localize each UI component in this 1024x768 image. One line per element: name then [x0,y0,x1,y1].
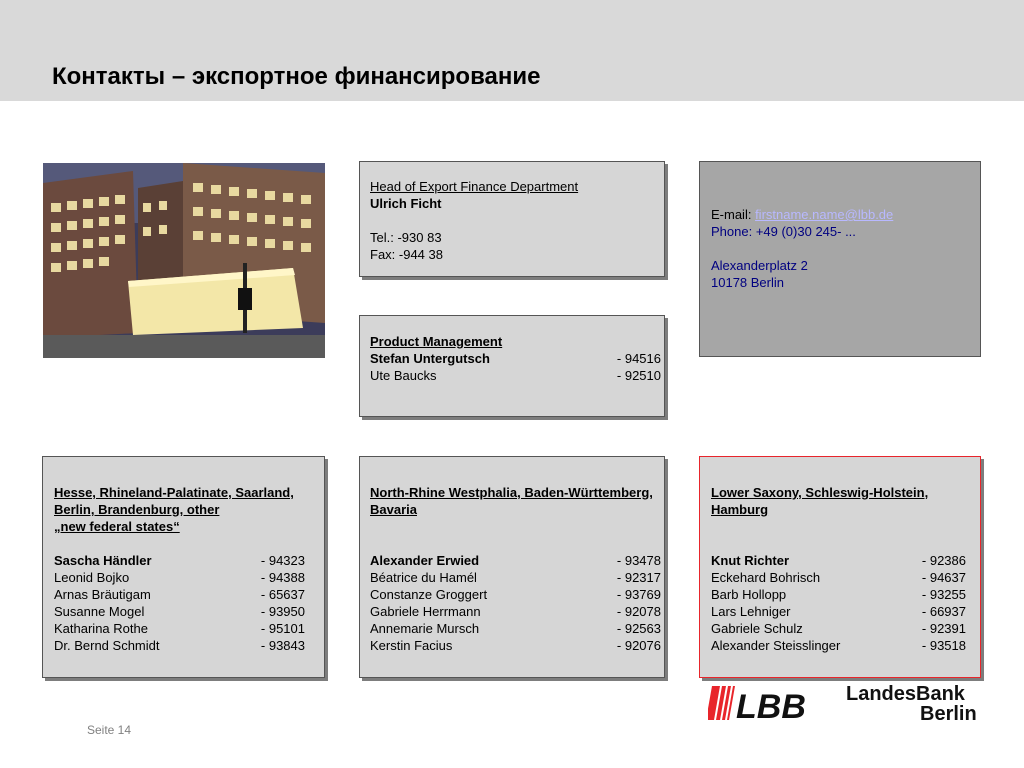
contact-row [370,603,661,620]
page-number: Seite 14 [87,723,132,737]
building-photo [43,163,325,358]
page-title: Контакты – экспортное финансирование [52,63,541,90]
contact-name: Alexander Steisslinger [711,638,841,653]
region-box-hesse [42,456,325,678]
contact-ext: - 94388 [260,570,305,585]
contact-name: Katharina Rothe [54,621,148,636]
contact-ext: - 93478 [616,553,661,568]
logo-line2: Berlin [920,703,977,722]
contact-name: Stefan Untergutsch [370,351,490,366]
contact-ext: - 93518 [921,638,966,653]
region-box-nrw [359,456,665,678]
head-role: Head of Export Finance Department [370,179,579,194]
region-title-line: Bavaria [370,502,417,517]
contact-name: Gabriele Herrmann [370,604,481,619]
contact-row [370,637,661,654]
logo-line1: LandesBank [846,683,965,705]
contact-ext: - 92386 [921,553,966,568]
phone-text: Phone: +49 (0)30 245- ... [711,224,856,239]
contact-name: Béatrice du Hamél [370,570,477,585]
contact-name: Ute Baucks [370,368,437,383]
region-title-line: Hesse, Rhineland-Palatinate, Saarland, [54,485,294,500]
contact-ext: - 92078 [616,604,661,619]
contact-name: Barb Hollopp [711,587,787,602]
logo-stripes-icon [708,686,735,720]
contact-ext: - 92317 [616,570,661,585]
head-fax: Fax: -944 38 [370,247,443,262]
contact-row [711,569,966,586]
address-box [699,161,981,357]
contact-row [370,569,661,586]
contact-name: Alexander Erwied [370,553,480,568]
contact-row [370,350,661,367]
region-title-line: „new federal states“ [54,519,180,534]
region-title-line: Berlin, Brandenburg, other [54,502,220,517]
contact-row [711,552,966,569]
contact-row [370,586,661,603]
contact-row [54,620,305,637]
contact-ext: - 93255 [921,587,966,602]
contact-row [54,603,305,620]
contact-name: Arnas Bräutigam [54,587,151,602]
contact-name: Kerstin Facius [370,638,453,653]
contact-ext: - 92391 [921,621,966,636]
contact-row [711,637,966,654]
region-title-line: Hamburg [711,502,769,517]
contact-ext: - 93769 [616,587,661,602]
region-title-line: North-Rhine Westphalia, Baden-Württemberg, [370,485,653,500]
logo-short: LBB [736,688,806,722]
head-tel: Tel.: -930 83 [370,230,442,245]
email-label: E-mail: [711,207,756,222]
contact-ext: - 94637 [921,570,966,585]
product-title: Product Management [370,334,503,349]
contact-name: Knut Richter [711,553,789,568]
contact-row [711,586,966,603]
head-contact-box [359,161,665,277]
contact-name: Constanze Groggert [370,587,488,602]
contact-row [54,552,305,569]
contact-ext: - 92510 [616,368,661,383]
contact-ext: - 65637 [260,587,305,602]
contact-name: Eckehard Bohrisch [711,570,821,585]
city-text: 10178 Berlin [711,275,784,290]
street-text: Alexanderplatz 2 [711,258,808,273]
contact-ext: - 92076 [616,638,661,653]
contact-row [370,620,661,637]
contact-ext: - 94516 [616,351,661,366]
region-box-lower-saxony [699,456,981,678]
contact-name: Susanne Mogel [54,604,145,619]
contact-name: Annemarie Mursch [370,621,480,636]
contact-ext: - 92563 [616,621,661,636]
lbb-logo [708,682,984,722]
contact-row [711,603,966,620]
contact-name: Gabriele Schulz [711,621,803,636]
contact-ext: - 95101 [260,621,305,636]
contact-name: Lars Lehniger [711,604,791,619]
product-management-box [359,315,665,417]
contact-ext: - 93843 [260,638,305,653]
contact-name: Dr. Bernd Schmidt [54,638,160,653]
contact-row [54,569,305,586]
contact-ext: - 94323 [260,553,305,568]
email-link[interactable]: firstname.name@lbb.de [755,207,894,222]
contact-row [54,637,305,654]
contact-row [370,367,661,384]
contact-name: Sascha Händler [54,553,152,568]
contact-ext: - 93950 [260,604,305,619]
contact-row [370,552,661,569]
contact-ext: - 66937 [921,604,966,619]
contact-row [711,620,966,637]
head-name: Ulrich Ficht [370,196,442,211]
contact-row [54,586,305,603]
region-title-line: Lower Saxony, Schleswig-Holstein, [711,485,929,500]
contact-name: Leonid Bojko [54,570,130,585]
